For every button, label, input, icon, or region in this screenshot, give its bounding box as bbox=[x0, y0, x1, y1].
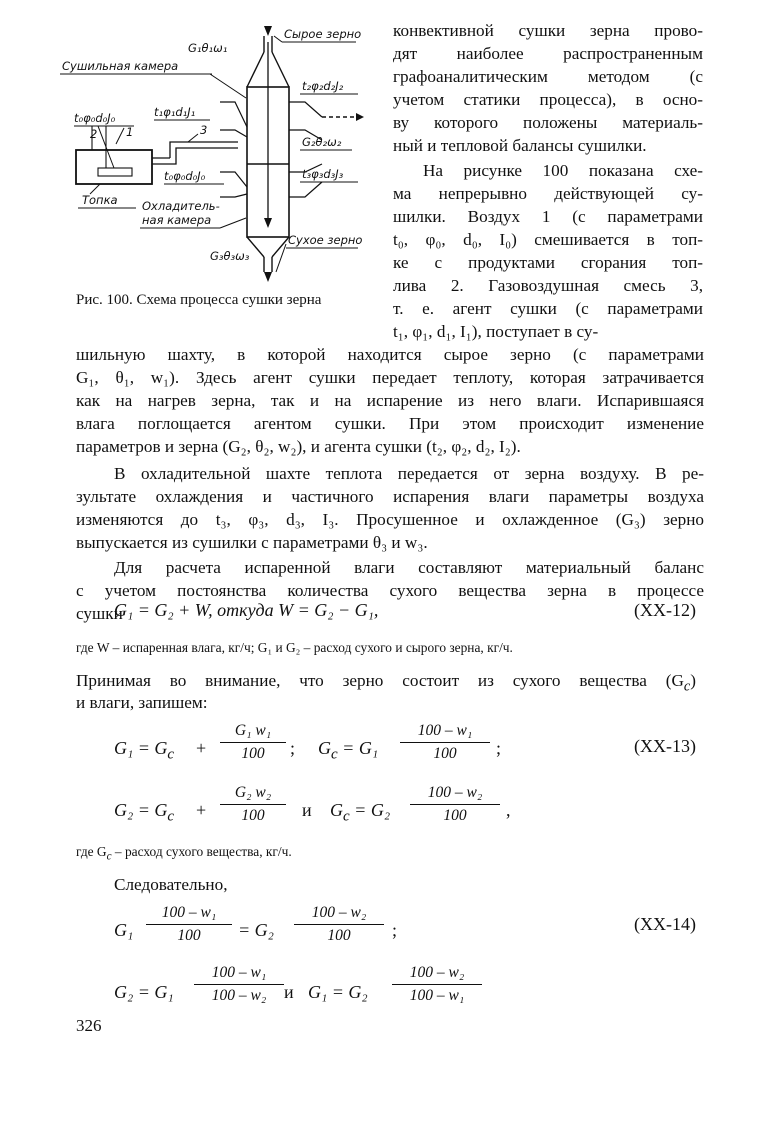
body-line: G₁, θ₁, w₁). Здесь агент сушки передает теплоту, которая затрачивается bbox=[76, 368, 704, 387]
funnel-top-left bbox=[247, 52, 264, 87]
eq14-b-fraction-2: $\frac{\text{100 – w₂}}{\text{100 – w₁}}$ bbox=[392, 964, 482, 1005]
right-column-line: конвективной сушки зерна прово- bbox=[393, 21, 703, 40]
right-column-line: На рисунке 100 показана схе- bbox=[423, 161, 703, 180]
body-line: влага поглощается агентом сушки. При этом происходит изменение bbox=[76, 414, 704, 433]
furnace-burner bbox=[98, 168, 132, 176]
pointer-3 bbox=[188, 134, 198, 142]
body-line: изменяются до t₃, φ₃, d₃, I₃. Просушенное и охлажденное (G₃) зерно bbox=[76, 510, 704, 529]
label-cooling-1: Охладитель- bbox=[142, 199, 220, 213]
eq13-c-plus: + bbox=[196, 800, 207, 820]
agent-outlet-upper bbox=[289, 102, 322, 117]
label-t0b: t₀φ₀d₀J₀ bbox=[164, 169, 206, 183]
right-column-line: ке с продуктами сгорания топ- bbox=[393, 253, 703, 272]
pointer-1 bbox=[116, 128, 124, 144]
eq13-b-fraction: $\frac{\text{100 – w₁}}{100}$ bbox=[400, 722, 490, 763]
eq13-a-plus: + bbox=[196, 738, 207, 758]
eq14-a-fraction: $\frac{\text{100 – w₁}}{100}$ bbox=[146, 904, 232, 945]
label-n3: 3 bbox=[200, 123, 208, 137]
label-g3: G₃θ₃ω₃ bbox=[210, 249, 250, 263]
body-line: выпускается из сушилки с параметрами θ₃ и w₃. bbox=[76, 533, 428, 552]
figure-caption: Рис. 100. Схема процесса сушки зерна bbox=[76, 292, 322, 308]
body-line: как на нагрев зерна, так и на испарение из него влаги. Испарившаяся bbox=[76, 391, 704, 410]
eq13-c-and: и bbox=[302, 800, 312, 820]
label-drying-chamber: Сушильная камера bbox=[62, 59, 179, 73]
body-line: сушки bbox=[76, 604, 123, 623]
body-line: параметров и зерна (G₂, θ₂, w₂), и агента сушки (t₂, φ₂, d₂, I₂). bbox=[76, 437, 521, 456]
pointer-cooling bbox=[220, 218, 246, 228]
pointer-raw-grain bbox=[274, 36, 282, 42]
paragraph-dry-matter-line-2: и влаги, запишем: bbox=[76, 693, 208, 712]
right-column-line: т. е. агент сушки (с параметрами bbox=[393, 299, 703, 318]
furnace-duct bbox=[170, 142, 238, 158]
eq13-c-fraction: $\frac{\text{G₂ w₂}}{100}$ bbox=[220, 784, 286, 825]
note-dry-matter: где $G_c$ – расход сухого вещества, кг/ч. bbox=[76, 844, 292, 863]
label-raw-grain: Сырое зерно bbox=[284, 27, 362, 41]
right-column-line: лива 2. Газовоздушная смесь 3, bbox=[393, 276, 703, 295]
right-column-line: дят наиболее распространенным bbox=[393, 44, 703, 63]
right-column-line: ву которого положены материаль- bbox=[393, 113, 703, 132]
label-dry-grain: Сухое зерно bbox=[288, 233, 363, 247]
right-column-line: t₀, φ₀, d₀, I₀) смешивается в топ- bbox=[393, 230, 703, 249]
consequently-label: Следовательно, bbox=[114, 875, 228, 894]
body-line: с учетом постоянства количества сухого вещества зерна в процессе bbox=[76, 581, 704, 600]
right-column-line: ный и тепловой балансы сушилки. bbox=[393, 136, 647, 155]
label-furnace: Топка bbox=[82, 193, 118, 207]
label-t3: t₃φ₃d₃J₃ bbox=[302, 167, 344, 181]
page-number: 326 bbox=[76, 1016, 102, 1035]
eq13-a-semicolon: ; bbox=[290, 738, 296, 758]
equation-xx-12: G₁ = G₂ + W, откуда W = G₂ − G₁, bbox=[114, 600, 379, 620]
pointer-chamber bbox=[210, 74, 246, 98]
agent-inlet-upper bbox=[220, 102, 247, 127]
right-column-line: графоаналитическим методом (с bbox=[393, 67, 703, 86]
eq14-a-end: ; bbox=[392, 920, 398, 940]
dry-grain-arrowhead bbox=[264, 272, 272, 282]
label-g2: G₂θ₂ω₂ bbox=[302, 135, 342, 149]
eq14-b-fraction: $\frac{\text{100 – w₁}}{\text{100 – w₂}}$ bbox=[194, 964, 284, 1005]
funnel-bottom-right bbox=[272, 237, 289, 257]
right-column-line: учетом статики процесса), в осно- bbox=[393, 90, 703, 109]
cool-air-in-lower bbox=[220, 194, 247, 197]
equation-number-xx-12: (XX-12) bbox=[634, 600, 696, 620]
equation-number-xx-13: (XX-13) bbox=[634, 736, 696, 756]
body-line: Для расчета испаренной влаги составляют материальный баланс bbox=[114, 558, 704, 577]
figure-drying-scheme bbox=[60, 22, 380, 292]
eq13-a-lhs: $G_1 = G_c$ bbox=[114, 738, 175, 763]
agent-out-arrowhead bbox=[356, 113, 364, 121]
right-column-line: t₁, φ₁, d₁, I₁), поступает в су- bbox=[393, 322, 599, 341]
paragraph-dry-matter-line-1: Принимая во внимание, что зерно состоит из сухого вещества $(G_c)$ bbox=[76, 671, 696, 695]
eq14-a-eq: = G₂ bbox=[238, 920, 274, 940]
agent-inlet-lower bbox=[220, 130, 247, 137]
eq13-d-end: , bbox=[506, 800, 511, 820]
equation-number-xx-14: (XX-14) bbox=[634, 914, 696, 934]
body-line: зультате охлаждения и частичного испарения влаги параметры воздуха bbox=[76, 487, 704, 506]
label-t1: t₁φ₁d₁J₁ bbox=[154, 105, 196, 119]
label-cooling-2: ная камера bbox=[142, 213, 212, 227]
eq14-b-mid: G₁ = G₂ bbox=[308, 982, 368, 1002]
furnace-duct-inner bbox=[152, 148, 238, 164]
eq13-d-fraction: $\frac{\text{100 – w₂}}{100}$ bbox=[410, 784, 500, 825]
label-n2: 2 bbox=[90, 127, 98, 141]
eq13-b-lhs: $G_c = G_1$ bbox=[318, 738, 379, 763]
funnel-bottom-left bbox=[247, 237, 264, 257]
label-g1: G₁θ₁ω₁ bbox=[188, 41, 228, 55]
eq13-b-end: ; bbox=[496, 738, 502, 758]
label-t2: t₂φ₂d₂J₂ bbox=[302, 79, 344, 93]
eq14-a-fraction-2: $\frac{\text{100 – w₂}}{100}$ bbox=[294, 904, 384, 945]
eq14-b-and: и bbox=[284, 982, 294, 1002]
note-evaporated-moisture: где W – испаренная влага, кг/ч; G₁ и G₂ – расход сухого и сырого зерна, кг/ч. bbox=[76, 640, 513, 655]
grain-flow-arrowhead bbox=[264, 218, 272, 228]
eq13-a-fraction: $\frac{\text{G₁ w₁}}{100}$ bbox=[220, 722, 286, 763]
eq13-d-lhs: $G_c = G_2$ bbox=[330, 800, 391, 825]
label-t0: t₀φ₀d₀J₀ bbox=[74, 111, 116, 125]
raw-grain-arrowhead bbox=[264, 26, 272, 36]
funnel-top-right bbox=[272, 52, 289, 87]
right-column-line: шилки. Воздух 1 (с параметрами bbox=[393, 207, 703, 226]
body-line: В охладительной шахте теплота передается от зерна воздуху. В ре- bbox=[114, 464, 704, 483]
label-n1: 1 bbox=[126, 125, 134, 139]
pointer-dry-grain bbox=[276, 244, 286, 272]
eq14-b-lhs: G₂ = G₁ bbox=[114, 982, 174, 1002]
eq13-c-lhs: $G_2 = G_c$ bbox=[114, 800, 175, 825]
cool-air-out-lower bbox=[289, 182, 322, 197]
body-line: шильную шахту, в которой находится сырое зерно (с параметрами bbox=[76, 345, 704, 364]
eq14-a-lhs: G₁ bbox=[114, 920, 134, 940]
right-column-line: ма непрерывно действующей су- bbox=[393, 184, 703, 203]
cool-air-in-upper bbox=[220, 172, 247, 187]
